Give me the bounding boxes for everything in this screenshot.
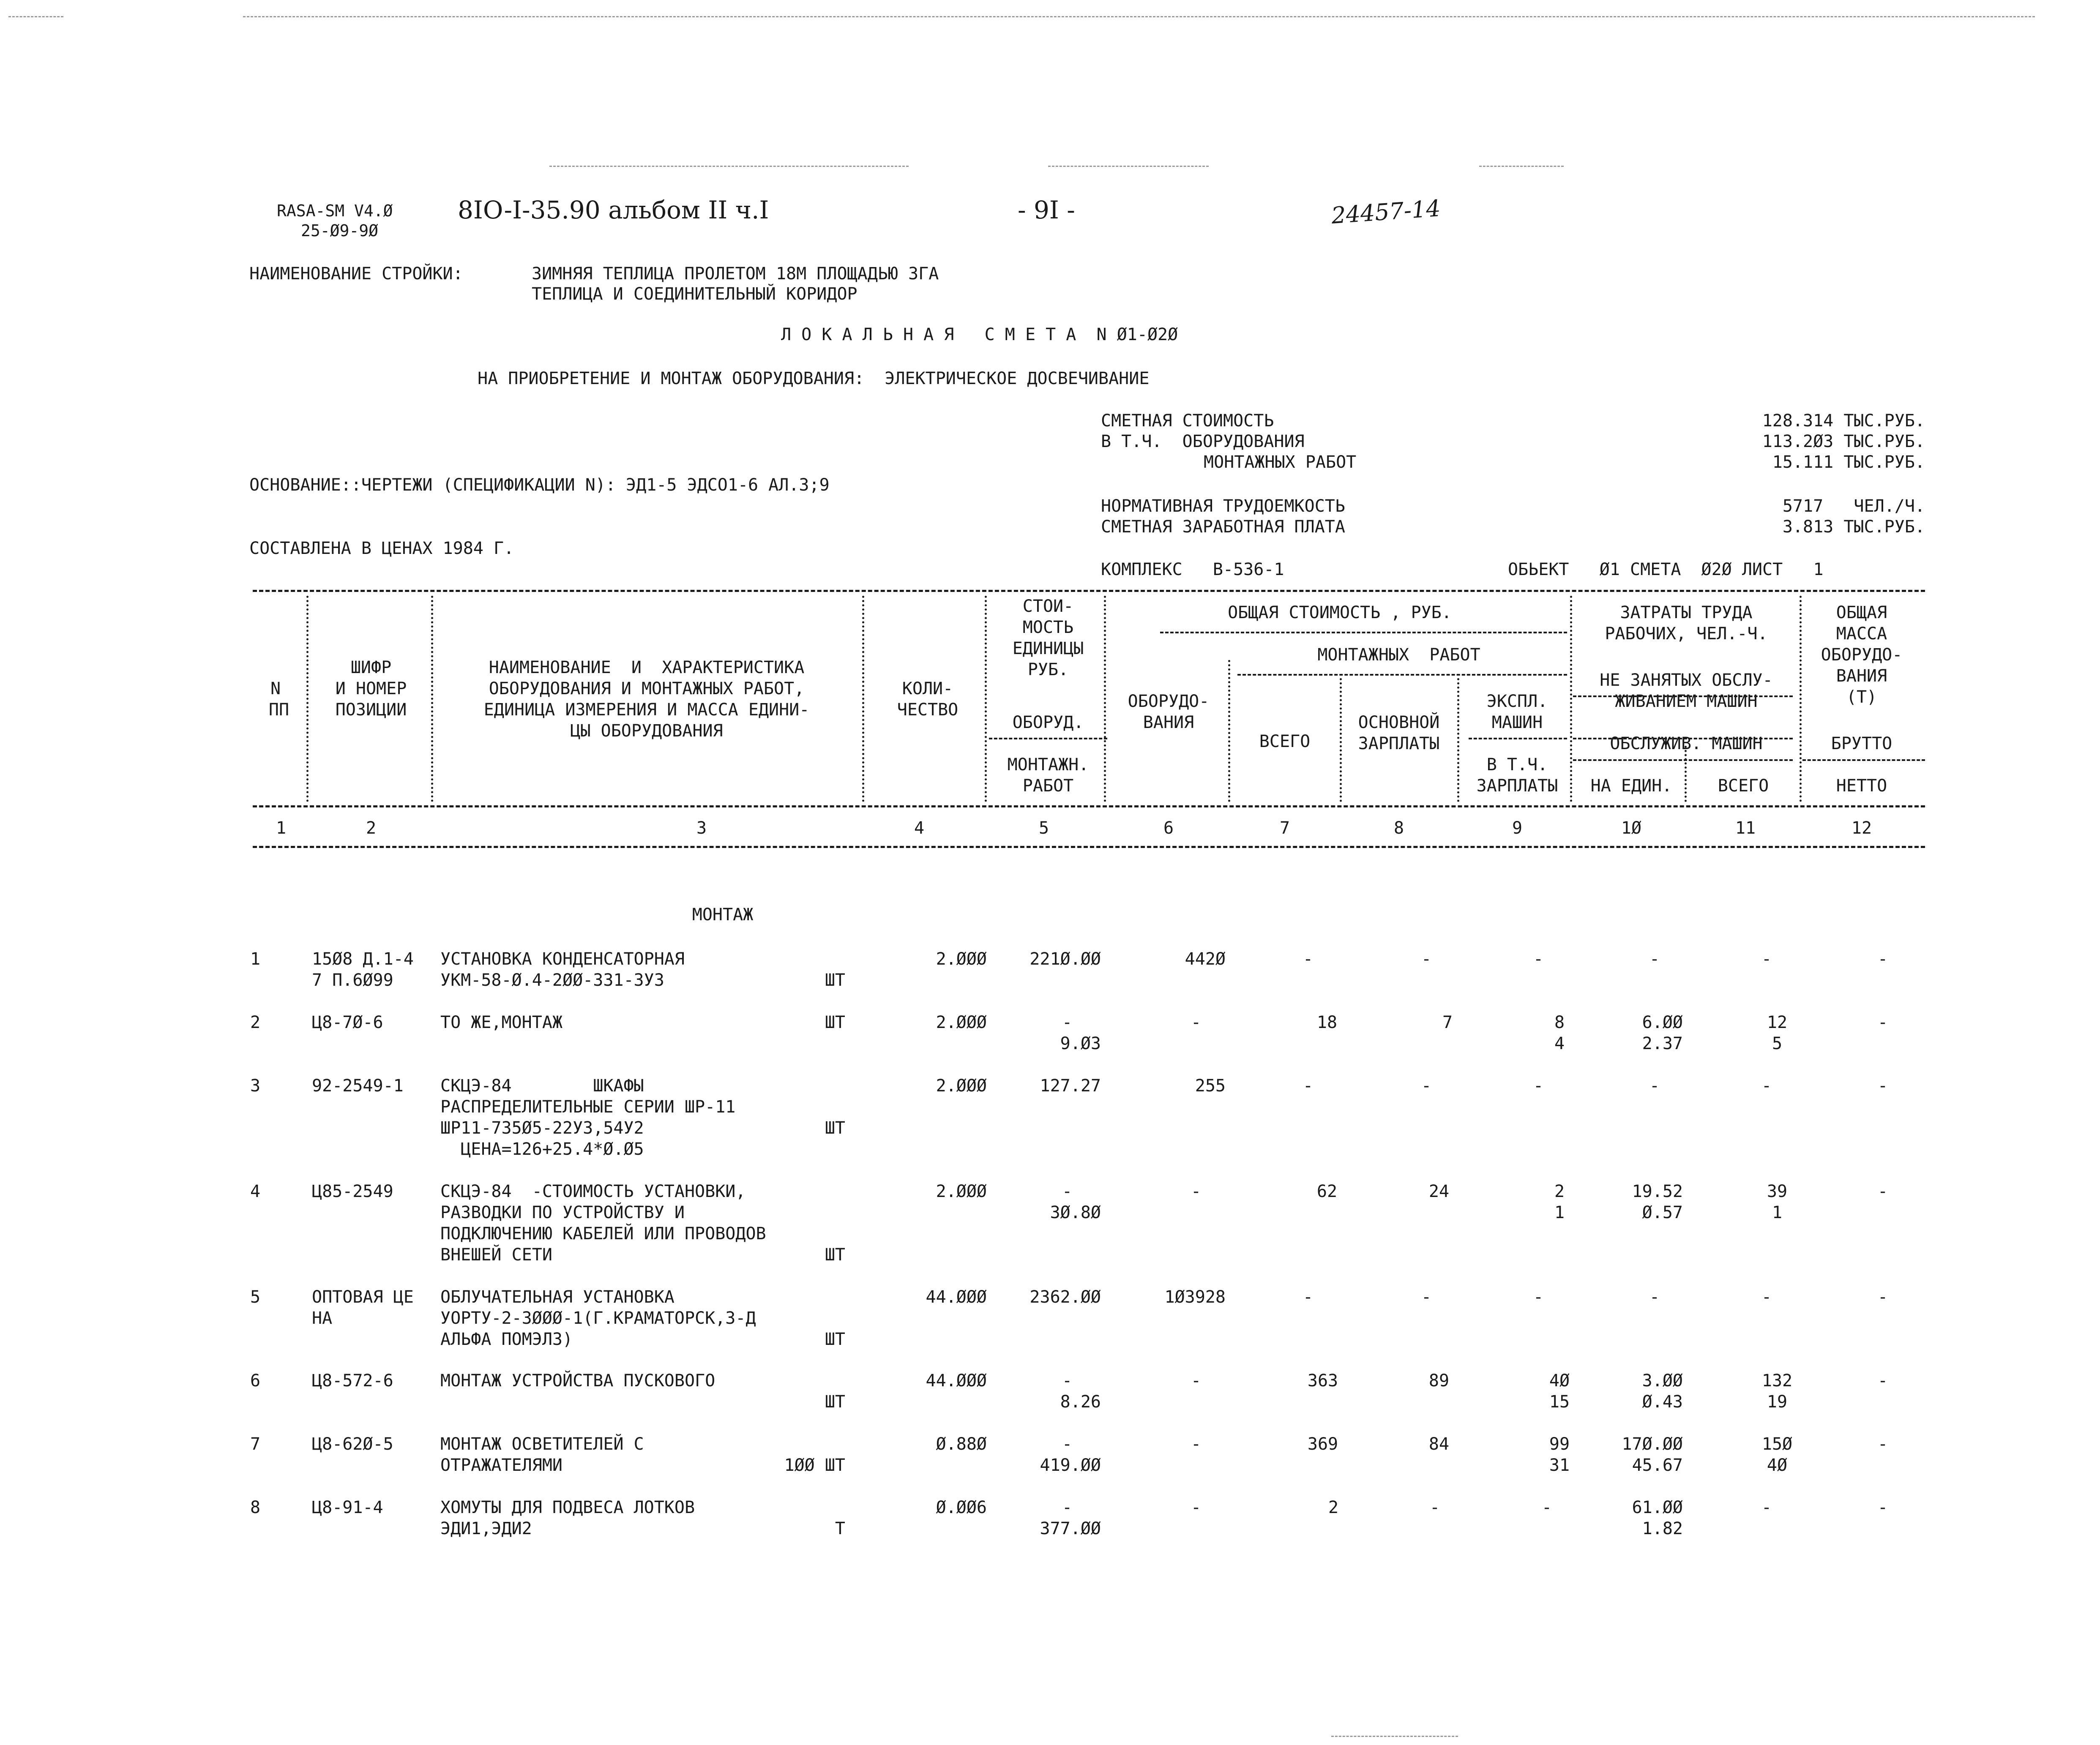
row-labor-unit: -	[1649, 949, 1660, 969]
col-number: 6	[1163, 818, 1174, 838]
row-wage: -	[1421, 1287, 1432, 1307]
row-labor-total: 12	[1767, 1013, 1788, 1032]
col4-line4: КОЛИ-	[902, 679, 953, 698]
col5-line4: РУБ.	[1027, 660, 1069, 679]
col2-line5: ПОЗИЦИИ	[335, 700, 407, 720]
col1-line4: N	[270, 679, 281, 698]
row-equipment: 442Ø	[1185, 949, 1226, 969]
row-qty: Ø.ØØ6	[936, 1498, 987, 1517]
row-labor-unit: 19.52	[1632, 1182, 1683, 1201]
handwritten-number: 24457-14	[1330, 195, 1442, 229]
row-price-mount: 9.Ø3	[1060, 1034, 1101, 1053]
row-labor-unit: 61.ØØ	[1632, 1498, 1683, 1517]
base-wage-header-2: ЗАРПЛАТЫ	[1358, 734, 1440, 753]
col-number: 9	[1512, 818, 1523, 838]
row-unit: ШТ	[825, 1392, 845, 1412]
row-name: РАСПРЕДЕЛИТЕЛЬНЫЕ СЕРИИ ШР-11	[440, 1097, 736, 1117]
row-name: УКМ-58-Ø.4-2ØØ-331-3У3	[440, 971, 664, 990]
col-number: 11	[1735, 818, 1756, 838]
page-number: - 9I -	[1018, 196, 1075, 224]
col5-mount: МОНТАЖН.	[1007, 755, 1089, 774]
col-number: 12	[1851, 818, 1872, 838]
row-name: ОБЛУЧАТЕЛЬНАЯ УСТАНОВКА	[440, 1287, 675, 1307]
row-price: -	[1062, 1434, 1073, 1454]
row-labor-unit: 6.ØØ	[1642, 1013, 1683, 1032]
object-code: ОБЬЕКТ Ø1 СМЕТА Ø2Ø ЛИСТ 1	[1508, 560, 1824, 579]
row-labor-unit: 17Ø.ØØ	[1622, 1434, 1683, 1454]
row-unit: Т	[835, 1519, 845, 1538]
row-unit: ШТ	[825, 1013, 845, 1032]
row-name: УСТАНОВКА КОНДЕНСАТОРНАЯ	[440, 949, 685, 969]
row-price: 127.27	[1040, 1076, 1101, 1096]
row-labor-total: -	[1761, 1076, 1772, 1096]
col-number: 1	[276, 818, 287, 838]
labor-header-2: РАБОЧИХ, ЧЕЛ.-Ч.	[1605, 624, 1768, 643]
row-labor-unit-mach: 1.82	[1642, 1519, 1683, 1538]
row-code: Ц8-62Ø-5	[312, 1434, 393, 1454]
row-total: 2	[1328, 1498, 1339, 1517]
row-total: -	[1303, 1076, 1314, 1096]
row-labor-total: 39	[1767, 1182, 1788, 1201]
total-cost-header: ОБЩАЯ СТОИМОСТЬ , РУБ.	[1228, 603, 1452, 622]
row-labor-unit-mach: Ø.43	[1642, 1392, 1683, 1412]
row-total: 62	[1316, 1182, 1338, 1201]
col3-line5: ЕДИНИЦА ИЗМЕРЕНИЯ И МАССА ЕДИНИ-	[483, 700, 810, 720]
row-equipment: -	[1191, 1498, 1202, 1517]
col-number: 4	[914, 818, 925, 838]
row-name: ЦЕНА=126+25.4*Ø.Ø5	[440, 1140, 644, 1159]
col3-line6: ЦЫ ОБОРУДОВАНИЯ	[570, 721, 723, 741]
row-number: 5	[250, 1287, 261, 1307]
row-equipment: 1Ø3928	[1164, 1287, 1226, 1307]
row-machines: 99	[1549, 1434, 1570, 1454]
row-price: -	[1062, 1182, 1073, 1201]
row-code: 92-2549-1	[312, 1076, 404, 1096]
row-total: 369	[1307, 1434, 1338, 1454]
row-price: -	[1062, 1498, 1073, 1517]
row-equipment: 255	[1195, 1076, 1226, 1096]
row-wage: -	[1429, 1498, 1440, 1517]
col5-works: РАБОТ	[1022, 776, 1074, 796]
row-qty: 44.ØØØ	[926, 1371, 987, 1391]
col2-line3: ШИФР	[350, 658, 392, 677]
row-total: 363	[1307, 1371, 1338, 1391]
software-version: RASA-SM V4.Ø	[277, 202, 393, 220]
machines-header-4: ЗАРПЛАТЫ	[1476, 776, 1558, 796]
project-name-line2: ТЕПЛИЦА И СОЕДИНИТЕЛЬНЫЙ КОРИДОР	[532, 284, 857, 304]
wage-label: СМЕТНАЯ ЗАРАБОТНАЯ ПЛАТА	[1101, 517, 1345, 537]
row-code: Ц85-2549	[312, 1182, 393, 1201]
row-name: ЭДИ1,ЭДИ2	[440, 1519, 532, 1538]
row-unit: ШТ	[825, 1330, 845, 1349]
mount-value: 15.111 ТЫС.РУБ.	[1772, 453, 1925, 472]
row-machines: 2	[1554, 1182, 1565, 1201]
row-mass: -	[1877, 1434, 1888, 1454]
row-mass: -	[1877, 1287, 1888, 1307]
row-name: ТО ЖЕ,МОНТАЖ	[440, 1013, 563, 1032]
row-wage: 84	[1428, 1434, 1450, 1454]
row-number: 6	[250, 1371, 261, 1391]
project-name-line1: ЗИМНЯЯ ТЕПЛИЦА ПРОЛЕТОМ 18М ПЛОЩАДЬЮ 3ГА	[532, 264, 939, 284]
complex-code: КОМПЛЕКС В-536-1	[1101, 560, 1284, 579]
mount-works-header: МОНТАЖНЫХ РАБОТ	[1317, 645, 1480, 665]
row-price: 221Ø.ØØ	[1030, 949, 1101, 969]
prices-note: СОСТАВЛЕНА В ЦЕНАХ 1984 Г.	[249, 539, 514, 558]
row-price-mount: 3Ø.8Ø	[1050, 1203, 1101, 1222]
row-equipment: -	[1191, 1182, 1202, 1201]
row-mass: -	[1877, 1076, 1888, 1096]
equipment-label: В Т.Ч. ОБОРУДОВАНИЯ	[1101, 432, 1305, 451]
mass-gross: БРУТТО	[1831, 734, 1892, 753]
row-name: ШР11-735Ø5-22У3,54У2	[440, 1118, 644, 1138]
row-labor-unit: 3.ØØ	[1642, 1371, 1683, 1391]
row-qty: 44.ØØØ	[926, 1287, 987, 1307]
row-labor-total: -	[1761, 1498, 1772, 1517]
row-code: 7 П.6Ø99	[312, 971, 393, 990]
machines-header-1: ЭКСПЛ.	[1486, 692, 1548, 711]
row-name: МОНТАЖ ОСВЕТИТЕЛЕЙ С	[440, 1434, 644, 1454]
row-name: СКЦЭ-84 ШКАФЫ	[440, 1076, 644, 1096]
col-number: 1Ø	[1621, 818, 1642, 838]
cost-value: 128.314 ТЫС.РУБ.	[1762, 411, 1925, 431]
row-name: ПОДКЛЮЧЕНИЮ КАБЕЛЕЙ ИЛИ ПРОВОДОВ	[440, 1224, 766, 1243]
row-machines: 4Ø	[1549, 1371, 1570, 1391]
basis: ОСНОВАНИЕ::ЧЕРТЕЖИ (СПЕЦИФИКАЦИИ N): ЭД1-5 ЭДСО1-6 АЛ.3;9	[249, 475, 830, 495]
row-name: РАЗВОДКИ ПО УСТРОЙСТВУ И	[440, 1203, 685, 1222]
row-wage: -	[1421, 1076, 1432, 1096]
row-equipment: -	[1191, 1434, 1202, 1454]
row-wage: 7	[1442, 1013, 1453, 1032]
equipment-header-1: ОБОРУДО-	[1128, 692, 1210, 711]
row-code: 15Ø8 Д.1-4	[312, 949, 414, 969]
row-machines-wage: 4	[1554, 1034, 1565, 1053]
total-header: ВСЕГО	[1259, 732, 1311, 751]
row-machines: -	[1533, 1076, 1544, 1096]
row-labor-total: 132	[1761, 1371, 1793, 1391]
row-code: ОПТОВАЯ ЦЕ	[312, 1287, 414, 1307]
mass-net: НЕТТО	[1836, 776, 1887, 796]
col5-line2: МОСТЬ	[1022, 618, 1074, 637]
row-number: 7	[250, 1434, 261, 1454]
row-labor-total: 15Ø	[1761, 1434, 1793, 1454]
row-labor-unit-mach: Ø.57	[1642, 1203, 1683, 1222]
row-code: Ц8-91-4	[312, 1498, 383, 1517]
row-mass: -	[1877, 949, 1888, 969]
col-number: 8	[1393, 818, 1404, 838]
row-labor-total: -	[1761, 1287, 1772, 1307]
row-labor-unit: -	[1649, 1076, 1660, 1096]
row-number: 3	[250, 1076, 261, 1096]
row-price: -	[1062, 1371, 1073, 1391]
row-machines: -	[1541, 1498, 1552, 1517]
mass-header-5: (Т)	[1846, 687, 1877, 707]
row-labor-unit-mach: 2.37	[1642, 1034, 1683, 1053]
row-qty: 2.ØØØ	[936, 949, 987, 969]
row-code: НА	[312, 1309, 333, 1328]
col3-line4: ОБОРУДОВАНИЯ И МОНТАЖНЫХ РАБОТ,	[489, 679, 805, 698]
machines-header-3: В Т.Ч.	[1486, 755, 1548, 774]
row-qty: 2.ØØØ	[936, 1182, 987, 1201]
row-unit: ШТ	[825, 1245, 845, 1265]
row-unit: ШТ	[825, 1118, 845, 1138]
section-title: МОНТАЖ	[692, 905, 754, 924]
labor-label: НОРМАТИВНАЯ ТРУДОЕМКОСТЬ	[1101, 496, 1345, 516]
row-name: АЛЬФА ПОМЭЛ3)	[440, 1330, 573, 1349]
row-qty: 2.ØØØ	[936, 1013, 987, 1032]
base-wage-header-1: ОСНОВНОЙ	[1358, 713, 1440, 732]
row-equipment: -	[1191, 1371, 1202, 1391]
print-date: 25-Ø9-9Ø	[301, 221, 379, 240]
row-machines: 8	[1554, 1013, 1565, 1032]
col-number: 3	[696, 818, 707, 838]
mass-header-4: ВАНИЯ	[1836, 666, 1887, 686]
machines-header-2: МАШИН	[1491, 713, 1543, 732]
row-number: 4	[250, 1182, 261, 1201]
equipment-header-2: ВАНИЯ	[1143, 713, 1194, 732]
row-code: Ц8-572-6	[312, 1371, 393, 1391]
col-number: 5	[1038, 818, 1049, 838]
col-number: 2	[366, 818, 377, 838]
row-machines-wage: 31	[1549, 1456, 1570, 1475]
row-name: ХОМУТЫ ДЛЯ ПОДВЕСА ЛОТКОВ	[440, 1498, 695, 1517]
mass-header-3: ОБОРУДО-	[1821, 645, 1903, 665]
row-qty: 2.ØØØ	[936, 1076, 987, 1096]
mass-header-1: ОБЩАЯ	[1836, 603, 1887, 622]
row-name: УОРТУ-2-3ØØØ-1(Г.КРАМАТОРСК,3-Д	[440, 1309, 756, 1328]
col2-line4: И НОМЕР	[335, 679, 407, 698]
album-reference: 8IO-I-35.90 альбом II ч.I	[458, 196, 769, 224]
mass-header-2: МАССА	[1836, 624, 1887, 643]
per-unit-header: НА ЕДИН.	[1590, 776, 1672, 796]
row-unit: ШТ	[825, 971, 845, 990]
mount-label: МОНТАЖНЫХ РАБОТ	[1204, 453, 1357, 472]
row-mass: -	[1877, 1182, 1888, 1201]
equipment-value: 113.2Ø3 ТЫС.РУБ.	[1762, 432, 1925, 451]
col3-line3: НАИМЕНОВАНИЕ И ХАРАКТЕРИСТИКА	[489, 658, 805, 677]
row-equipment: -	[1191, 1013, 1202, 1032]
row-mass: -	[1877, 1371, 1888, 1391]
row-wage: -	[1421, 949, 1432, 969]
row-labor-unit: -	[1649, 1287, 1660, 1307]
row-number: 1	[250, 949, 261, 969]
row-name: МОНТАЖ УСТРОЙСТВА ПУСКОВОГО	[440, 1371, 715, 1391]
row-name: ВНЕШЕЙ СЕТИ	[440, 1245, 552, 1265]
col5-equip: ОБОРУД.	[1012, 713, 1084, 732]
row-number: 8	[250, 1498, 261, 1517]
row-wage: 89	[1428, 1371, 1450, 1391]
row-total: -	[1303, 1287, 1314, 1307]
labor-total-header: ВСЕГО	[1718, 776, 1769, 796]
row-unit: 1ØØ ШТ	[784, 1456, 845, 1475]
row-price: 2362.ØØ	[1030, 1287, 1101, 1307]
row-labor-total-mach: 5	[1772, 1034, 1783, 1053]
cost-label: СМЕТНАЯ СТОИМОСТЬ	[1101, 411, 1274, 431]
row-machines-wage: 1	[1554, 1203, 1565, 1222]
row-qty: Ø.88Ø	[936, 1434, 987, 1454]
row-price: -	[1062, 1013, 1073, 1032]
row-price-mount: 419.ØØ	[1040, 1456, 1101, 1475]
labor-sub-3: ОБСЛУЖИВ. МАШИН	[1610, 734, 1763, 753]
document-title: Л О К А Л Ь Н А Я С М Е Т А N Ø1-Ø2Ø	[781, 325, 1178, 344]
row-code: Ц8-7Ø-6	[312, 1013, 383, 1032]
labor-sub-1: НЕ ЗАНЯТЫХ ОБСЛУ-	[1600, 671, 1773, 690]
row-mass: -	[1877, 1013, 1888, 1032]
row-labor-total-mach: 19	[1767, 1392, 1788, 1412]
row-labor-total-mach: 1	[1772, 1203, 1783, 1222]
row-wage: 24	[1428, 1182, 1450, 1201]
row-price-mount: 377.ØØ	[1040, 1519, 1101, 1538]
row-mass: -	[1877, 1498, 1888, 1517]
row-machines: -	[1533, 1287, 1544, 1307]
wage-value: 3.813 ТЫС.РУБ.	[1782, 517, 1925, 537]
labor-sub-2: ЖИВАНИЕМ МАШИН	[1615, 692, 1758, 711]
row-labor-total: -	[1761, 949, 1772, 969]
row-total: -	[1303, 949, 1314, 969]
col1-line5: ПП	[268, 700, 289, 720]
row-labor-total-mach: 4Ø	[1767, 1456, 1788, 1475]
row-name: ОТРАЖАТЕЛЯМИ	[440, 1456, 563, 1475]
project-label: НАИМЕНОВАНИЕ СТРОЙКИ:	[249, 264, 463, 284]
row-total: 18	[1316, 1013, 1338, 1032]
col-number: 7	[1279, 818, 1290, 838]
col5-line3: ЕДИНИЦЫ	[1012, 639, 1084, 658]
row-labor-unit-mach: 45.67	[1632, 1456, 1683, 1475]
labor-value: 5717 ЧЕЛ./Ч.	[1782, 496, 1925, 516]
row-name: СКЦЭ-84 -СТОИМОСТЬ УСТАНОВКИ,	[440, 1182, 746, 1201]
document-subtitle: НА ПРИОБРЕТЕНИЕ И МОНТАЖ ОБОРУДОВАНИЯ: ЭЛЕКТРИЧЕСКОЕ ДОСВЕЧИВАНИЕ	[478, 369, 1150, 388]
col5-line1: СТОИ-	[1022, 597, 1074, 616]
row-machines: -	[1533, 949, 1544, 969]
row-price-mount: 8.26	[1060, 1392, 1101, 1412]
col4-line5: ЧЕСТВО	[897, 700, 959, 720]
row-number: 2	[250, 1013, 261, 1032]
row-machines-wage: 15	[1549, 1392, 1570, 1412]
labor-header-1: ЗАТРАТЫ ТРУДА	[1620, 603, 1753, 622]
